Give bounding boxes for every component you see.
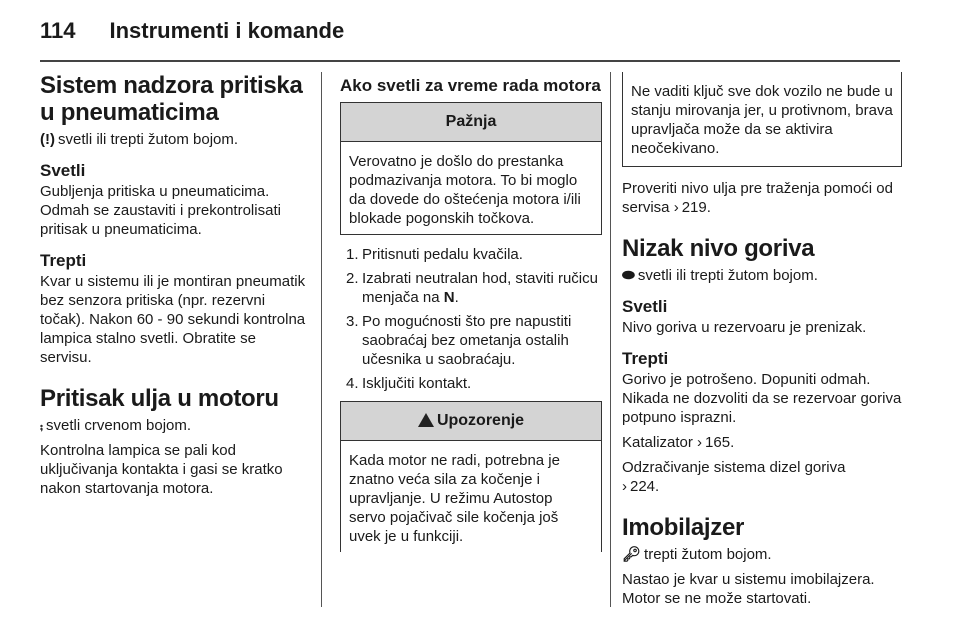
tpms-intro: (!) svetli ili trepti žutom bojom. (40, 131, 239, 148)
warning-text: Kada motor ne radi, potrebna je znatno veća sila za kočenje i upravljanje. U režimu Autostop servo pojačivač sile kočenja još uvek je u funkciji. (349, 452, 560, 545)
katalizator-text: Katalizator › 165. (622, 433, 902, 452)
key-icon: 🔑︎ (622, 546, 642, 563)
immo-title: Imobilajzer (622, 514, 745, 541)
fuel-icon: ⬬ (622, 267, 635, 284)
oil-intro: ⨾ svetli crvenom bojom. (40, 417, 192, 434)
warning-box (340, 401, 602, 552)
header-divider (40, 60, 900, 62)
check-oil-text: Proveriti nivo ulja pre traženja pomoći od servisa › 219. (622, 179, 902, 217)
column-right (622, 72, 902, 614)
warning-triangle-icon (418, 413, 434, 427)
notice-head: Pažnja (341, 103, 601, 142)
oil-title: Pritisak ulja u motoru (40, 385, 279, 412)
warning-continuation-text: Ne vaditi ključ sve dok vozilo ne bude u stanju mirovanja jer, u protivnom, brava upravljača može da se aktivira neočekivano. (631, 83, 893, 157)
page-ref: › 165. (697, 434, 734, 451)
page-ref: › 224. (622, 478, 659, 495)
notice-box (340, 102, 602, 235)
tpms-title: Sistem nadzora pritiska u pneumaticima (40, 72, 303, 126)
steps-list (340, 245, 602, 393)
tpms-trepti-text: Kvar u sistemu ili je montiran pneumatik bez senzora pritiska (npr. rezervni točak). Nakon 60 - 90 sekundi kontrolna lampica stalno svetli. Obratite se servisu. (40, 273, 306, 366)
list-item: 1. Pritisnuti pedalu kvačila. (346, 246, 523, 263)
column-divider-2 (610, 72, 611, 607)
tpms-svetli-text: Gubljenja pritiska u pneumaticima. Odmah se zaustaviti i prekontrolisati pritisak u pneumaticima. (40, 183, 281, 238)
fuel-svetli-text: Nivo goriva u rezervoaru je prenizak. (622, 319, 867, 336)
list-item: 2. Izabrati neutralan hod, staviti ručicu menjača na N. (346, 270, 598, 306)
warning-continuation-box (622, 72, 902, 167)
page-number: 114 (40, 18, 76, 43)
column-left (40, 72, 310, 504)
engine-running-title: Ako svetli za vreme rada motora (340, 76, 601, 95)
column-middle (340, 72, 602, 562)
warning-head: Upozorenje (341, 402, 601, 441)
diesel-text: Odzračivanje sistema dizel goriva › 224. (622, 458, 902, 496)
column-divider-1 (321, 72, 322, 607)
list-item: 4. Isključiti kontakt. (346, 375, 472, 392)
fuel-intro: ⬬ svetli ili trepti žutom bojom. (622, 267, 818, 284)
immo-text: Nastao je kvar u sistemu imobilajzera. Motor se ne može startovati. (622, 571, 875, 607)
immo-intro: 🔑︎ trepti žutom bojom. (622, 546, 772, 563)
tpms-svetli-head: Svetli (40, 161, 86, 180)
tpms-trepti-head: Trepti (40, 251, 87, 270)
fuel-title: Nizak nivo goriva (622, 235, 815, 262)
list-item: 3. Po mogućnosti što pre napustiti saobraćaj bez ometanja ostalih učesnika u saobraćaju. (346, 313, 572, 368)
oil-text: Kontrolna lampica se pali kod uključivanja kontakta i gasi se kratko nakon startovanja motora. (40, 442, 283, 497)
page-chapter-title: Instrumenti i komande (109, 18, 345, 43)
notice-text: Verovatno je došlo do prestanka podmazivanja motora. To bi moglo da dovede do oštećenja motora i/ili blokade pogonskih točkova. (349, 153, 581, 227)
oil-can-icon: ⨾ (40, 417, 44, 434)
fuel-svetli-head: Svetli (622, 297, 668, 316)
fuel-trepti-head: Trepti (622, 349, 669, 368)
tire-pressure-icon: (!) (40, 131, 55, 148)
page-header (40, 18, 344, 48)
page-ref: › 219. (674, 199, 711, 216)
fuel-trepti-text: Gorivo je potrošeno. Dopuniti odmah. Nikada ne dozvoliti da se rezervoar goriva potpuno isprazni. (622, 371, 902, 426)
